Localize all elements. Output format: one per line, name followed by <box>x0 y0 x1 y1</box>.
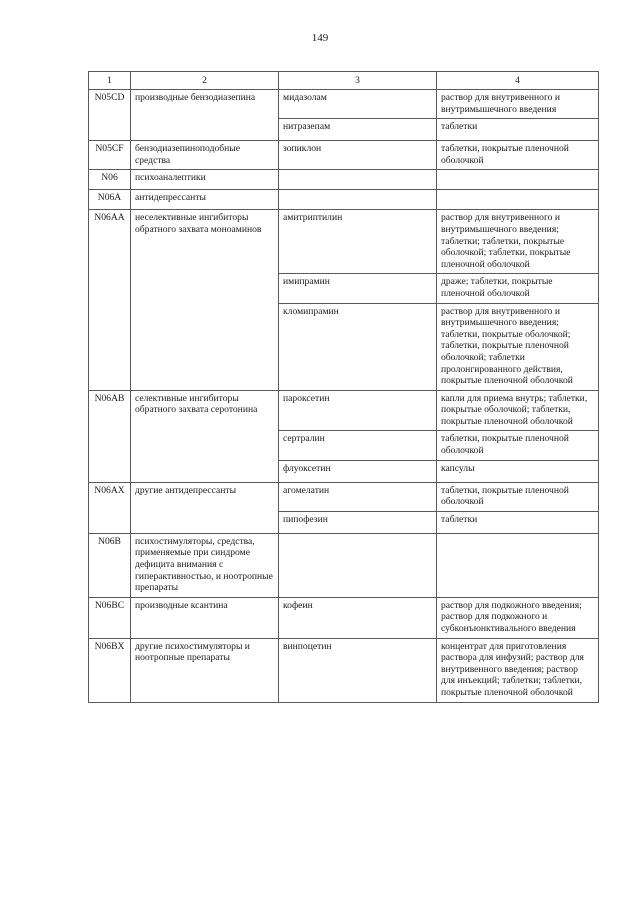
drug-name-cell: пипофезин <box>279 511 437 533</box>
dosage-form-cell: капсулы <box>437 460 599 482</box>
group-name-cell: бензодиазепиноподобные средства <box>131 141 279 170</box>
atc-code-cell: N05CF <box>89 141 131 170</box>
drug-name-cell: кофеин <box>279 597 437 638</box>
drug-name-cell: амитриптилин <box>279 210 437 274</box>
table-body <box>89 72 599 703</box>
drug-name-cell <box>279 533 437 597</box>
table-row <box>89 170 599 190</box>
table-row <box>89 141 599 170</box>
drug-name-cell: мидазолам <box>279 90 437 119</box>
table-row <box>89 190 599 210</box>
drug-name-cell <box>279 190 437 210</box>
drug-name-cell: флуоксетин <box>279 460 437 482</box>
table-header-row <box>89 72 599 90</box>
dosage-form-cell: раствор для внутривенного и внутримышечного введения <box>437 90 599 119</box>
group-name-cell: психоаналептики <box>131 170 279 190</box>
header-col-3: 3 <box>279 72 437 90</box>
atc-code-cell: N06B <box>89 533 131 597</box>
drug-table <box>88 71 599 703</box>
dosage-form-cell: капли для приема внутрь; таблетки, покрытые оболочкой; таблетки, покрытые пленочной оболочкой <box>437 390 599 431</box>
drug-name-cell: агомелатин <box>279 482 437 511</box>
atc-code-cell: N06A <box>89 190 131 210</box>
dosage-form-cell: раствор для внутривенного и внутримышечного введения; таблетки, покрытые оболочкой; таблетки, покрытые пленочной оболочкой; таблетки пролонгированного действия, покрытые пленочной оболочкой <box>437 303 599 390</box>
dosage-form-cell <box>437 190 599 210</box>
group-name-cell: антидепрессанты <box>131 190 279 210</box>
atc-code-cell: N06 <box>89 170 131 190</box>
table-row <box>89 482 599 511</box>
drug-name-cell: пароксетин <box>279 390 437 431</box>
atc-code-cell: N05CD <box>89 90 131 141</box>
group-name-cell: неселективные ингибиторы обратного захвата моноаминов <box>131 210 279 390</box>
atc-code-cell: N06AX <box>89 482 131 533</box>
drug-name-cell: винпоцетин <box>279 638 437 702</box>
table-row <box>89 90 599 119</box>
drug-name-cell: имипрамин <box>279 274 437 303</box>
drug-name-cell: нитразепам <box>279 119 437 141</box>
header-col-1: 1 <box>89 72 131 90</box>
drug-name-cell: кломипрамин <box>279 303 437 390</box>
dosage-form-cell: таблетки <box>437 119 599 141</box>
atc-code-cell: N06BC <box>89 597 131 638</box>
group-name-cell: производные ксантина <box>131 597 279 638</box>
group-name-cell: производные бензодиазепина <box>131 90 279 141</box>
dosage-form-cell <box>437 170 599 190</box>
atc-code-cell: N06AA <box>89 210 131 390</box>
dosage-form-cell: драже; таблетки, покрытые пленочной оболочкой <box>437 274 599 303</box>
dosage-form-cell: таблетки <box>437 511 599 533</box>
header-col-2: 2 <box>131 72 279 90</box>
dosage-form-cell: концентрат для приготовления раствора для инфузий; раствор для внутривенного введения; раствор для инъекций; таблетки; таблетки, покрытые пленочной оболочкой <box>437 638 599 702</box>
drug-name-cell: сертралин <box>279 431 437 460</box>
atc-code-cell: N06BX <box>89 638 131 702</box>
table-row <box>89 390 599 431</box>
group-name-cell: другие антидепрессанты <box>131 482 279 533</box>
dosage-form-cell <box>437 533 599 597</box>
atc-code-cell: N06AB <box>89 390 131 482</box>
dosage-form-cell: таблетки, покрытые пленочной оболочкой <box>437 482 599 511</box>
group-name-cell: селективные ингибиторы обратного захвата серотонина <box>131 390 279 482</box>
drug-name-cell <box>279 170 437 190</box>
table-row <box>89 597 599 638</box>
dosage-form-cell: раствор для подкожного введения; раствор для подкожного и субконъюнктивального введения <box>437 597 599 638</box>
header-col-4: 4 <box>437 72 599 90</box>
table-row <box>89 210 599 274</box>
dosage-form-cell: таблетки, покрытые пленочной оболочкой <box>437 141 599 170</box>
page-number: 149 <box>311 32 329 44</box>
table-row <box>89 533 599 597</box>
drug-name-cell: зопиклон <box>279 141 437 170</box>
dosage-form-cell: таблетки, покрытые пленочной оболочкой <box>437 431 599 460</box>
table-row <box>89 638 599 702</box>
dosage-form-cell: раствор для внутривенного и внутримышечного введения; таблетки; таблетки, покрытые оболочкой; таблетки, покрытые пленочной оболочкой <box>437 210 599 274</box>
group-name-cell: психостимуляторы, средства, применяемые при синдроме дефицита внимания с гиперактивностью, и ноотропные препараты <box>131 533 279 597</box>
group-name-cell: другие психостимуляторы и ноотропные препараты <box>131 638 279 702</box>
